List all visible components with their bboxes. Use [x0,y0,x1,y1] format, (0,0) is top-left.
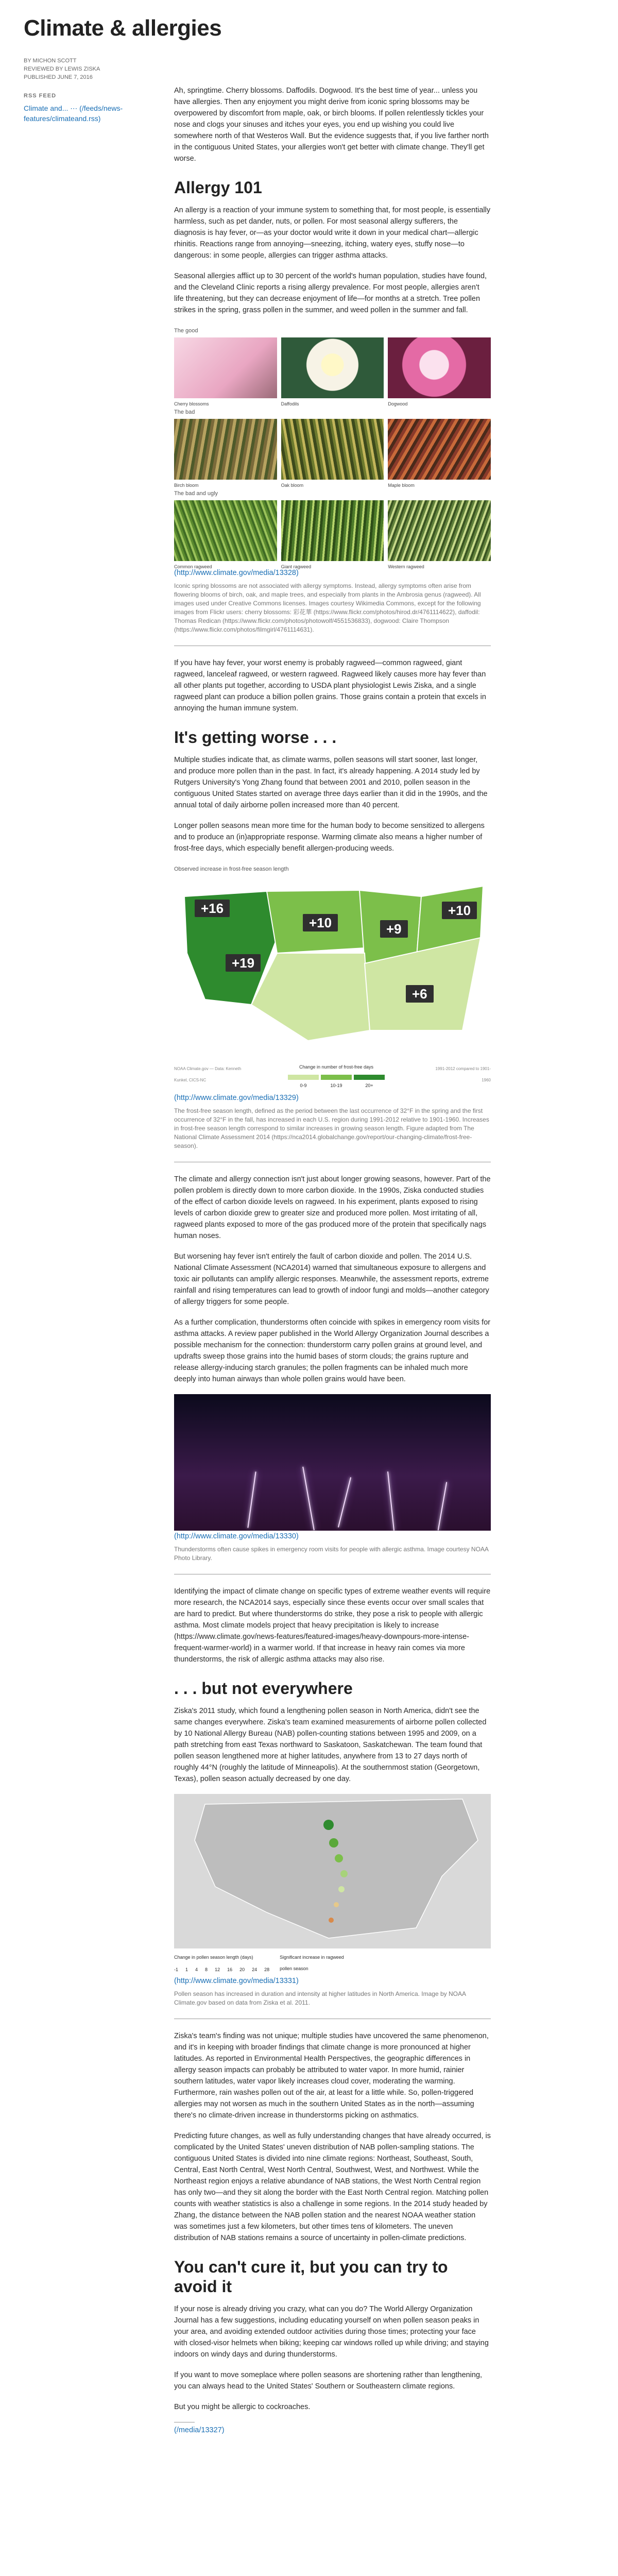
map-legend [277,1061,396,1091]
region-southwest [251,953,370,1041]
station-marker [323,1820,334,1830]
author: BY MICHON SCOTT [24,58,77,64]
pollen-season-map [174,1794,491,1948]
legend-label: 28 [264,1967,270,1972]
media-link[interactable]: (/media/13327) [174,2426,225,2434]
photo-label: Daffodils [281,401,299,406]
photo-common-ragweed [174,500,277,561]
paragraph: Ziska's team's finding was not unique; multiple studies have uncovered the same phenomenon, and it's in keeping with broader findings that climate change is more pronounced at higher latitudes. As reported in Environmental Health Perspectives, the geographic differences in allergy season impacts can probably be attributed to water vapor. In more humid, rainier southern latitudes, water vapor likely increases cloud cover, moderating the warming. Furthermore, rain washes pollen out of the air, at least for a little while. So, pollen-triggered allergies may not worsen as much in the southern United States as in the north—assuming there's no climate-driven increase in thunderstorms picking on asthmatics. [174,2032,489,2120]
page-title: Climate & allergies [24,15,222,41]
legend-label: 20+ [365,1083,373,1088]
map-label: +10 [442,902,477,919]
figure-caption: Iconic spring blossoms are not associated with allergy symptoms. Instead, allergy symptoms often arise from flowering blooms of birch, oak, and maple trees, and especially from plants in the Ambrosia genus (ragweed). All images used under Creative Commons licenses. Images courtesy Wikimedia Commons, except for the following images from Flickr users: cherry blossoms: 彩花華 (https://www.flickr.com/photos/hirod.dr/4761114622), daffodil: Thomas Redican (https://www.flickr.com/photos/photowolf/4551536833), dogwood: Claire Thompson (https://www.flickr.com/photos/filmgirl/4761114631). [174,582,481,633]
north-america-map [174,1794,491,1948]
photo-label: Common ragweed [174,564,212,569]
paragraph: Multiple studies indicate that, as climate warms, pollen seasons will start sooner, last longer, and produce more pollen than in the past. In fact, it's already happening. A 2014 study led by Rutgers University's Yong Zhang found that between 2001 and 2010, pollen season in the contiguous United States started on average three days earlier than it did in the 1990s, and the annual total of daily airborne pollen increased more than 40 percent. [174,756,488,809]
legend-label: 8 [205,1967,208,1972]
article-body [174,85,491,2436]
media-link[interactable]: (http://www.climate.gov/media/13331) [174,1977,299,1985]
map-label: +19 [226,954,261,972]
legend-label: 16 [227,1967,233,1972]
legend-label: -1 [174,1967,179,1972]
legend-swatch [288,1075,319,1080]
pollen-gallery [174,325,491,634]
station-marker [338,1886,345,1892]
photo-cherry-blossoms [174,337,277,398]
thunderstorm-photo [174,1394,491,1531]
map-label: +6 [406,985,434,1003]
photo-label: Giant ragweed [281,564,312,569]
rss-label: RSS FEED [24,93,57,99]
map-label: +16 [195,900,230,917]
pollen-season-map-figure [174,1794,491,2007]
legend-label: 1 [185,1967,188,1972]
photo-label: Birch bloom [174,483,199,488]
paragraph: Longer pollen seasons mean more time for the human body to become sensitized to allergens and to produce an (in)appropriate response. Warming climate also means a higher number of frost-free days, which especially benefit allergen-producing weeds. [174,822,485,853]
thunderstorm-figure [174,1394,491,1563]
legend-swatch [354,1075,385,1080]
heading-not-everywhere: . . . but not everywhere [174,1679,353,1698]
photo-daffodils [281,337,384,398]
photo-western-ragweed [388,500,491,561]
reviewer: REVIEWED BY LEWIS ZISKA [24,66,100,72]
legend-title: Change in pollen season length (days) [174,1955,253,1960]
map-label: +10 [303,914,338,931]
legend-note: Significant increase in ragweed pollen season [280,1955,344,1971]
photo-label: Maple bloom [388,483,415,488]
rss-link[interactable]: Climate and... ⋯ (/feeds/news-features/climateand.rss) [24,104,123,123]
paragraph: Ziska's 2011 study, which found a lengthening pollen season in North America, didn't see the same changes everywhere. Ziska's team examined measurements of airborne pollen collected by 10 National Allergy Bureau (NAB) pollen-counting stations between 1995 and 2009, on a path stretching from east Texas northward to Saskatoon, Saskatchewan. The team found that pollen season lengthened more at higher latitudes, anywhere from 13 to 27 days north of roughly 44°N (roughly the latitude of Minneapolis). At the southernmost station (Georgetown, Texas), pollen season actually decreased by one day. [174,1707,487,1783]
media-link[interactable]: (http://www.climate.gov/media/13330) [174,1532,299,1540]
station-marker [329,1918,334,1923]
gallery-group-label: The bad and ugly [174,490,218,497]
map-period: 1991-2012 compared to 1901-1960 [435,1066,491,1082]
lightning-bolt [338,1477,351,1528]
map-label: +9 [380,920,408,938]
photo-label: Oak bloom [281,483,304,488]
station-marker [334,1902,339,1907]
paragraph: An allergy is a reaction of your immune system to something that, for most people, is essentially harmless, such as pet dander, nuts, or pollen. For most seasonal allergy sufferers, the diagnosis is hay fever, or—as your doctor would write it down in your medical chart—allergic rhinitis. Reactions range from annoying—sneezing, itching, watery eyes, stuffy nose—to dangerous: in some people, allergies can trigger asthma attacks. [174,206,491,260]
paragraph: But worsening hay fever isn't entirely the fault of carbon dioxide and pollen. The 2014 U.S. National Climate Assessment (NCA2014) warned that simultaneous exposure to allergens and toxic air pollutants can amplify allergic responses. Meanwhile, the assessment reports, extreme rainfall and rising temperatures can lead to growth of indoor fungi and molds—another category of allergy triggers for some people. [174,1252,489,1306]
lightning-bolt [387,1471,394,1531]
heading-cant-cure: You can't cure it, but you can try to avoid it [174,2258,448,2296]
map-credit: NOAA Climate.gov — Data: Kenneth Kunkel, CICS-NC [174,1066,242,1082]
legend-label: 20 [239,1967,245,1972]
legend-label: 0-9 [300,1083,307,1088]
heading-allergy-101: Allergy 101 [174,178,262,197]
photo-label: Western ragweed [388,564,424,569]
figure-caption: Pollen season has increased in duration and intensity at higher latitudes in North America. Image by NOAA Climate.gov based on data from Ziska et al. 2011. [174,1990,466,2006]
legend-label: 12 [215,1967,220,1972]
paragraph: If your nose is already driving you crazy, what can you do? The World Allergy Organization Journal has a few suggestions, including educating yourself on when pollen season peaks in your area, and avoiding extended outdoor activities during those times; protecting your face with closed-visor helmets when biking; keeping car windows rolled up while driving; and staying indoors on windy days and during thunderstorms. [174,2305,489,2359]
photo-birch-bloom [174,419,277,480]
article-meta [24,57,100,81]
paragraph: If you have hay fever, your worst enemy is probably ragweed—common ragweed, giant ragweed, lanceleaf ragweed, or western ragweed. Ragweed likely causes more hay fever than all other plants put together, according to USDA plant physiologist Lewis Ziska, and a single ragweed plant can produce a billion pollen grains. Those grains contain a protein that excels in annoying the human immune system. [174,659,486,713]
heading-getting-worse: It's getting worse . . . [174,728,337,747]
frost-free-map [174,876,491,1092]
lightning-bolt [247,1471,256,1528]
paragraph: Predicting future changes, as well as fully understanding changes that have already occurred, is complicated by the United States' uneven distribution of NAB pollen-sampling stations. The contiguous United States is divided into nine climate regions: Northeast, Southeast, South, Central, East North Central, West North Central, Southwest, West, and Northwest. While the Northeast region enjoys a relative abundance of NAB stations, the West North Central region has only two—and they sit along the border with the East North Central region. Matching pollen counts with weather statistics is also a challenge in some regions. In the 2014 study headed by Zhang, the distance between the NAB pollen station and the nearest NOAA weather station was sometimes just a few kilometers, but other times tens of kilometers. The uneven distribution of NAB stations remains a source of uncertainty in pollen-climate predictions. [174,2132,491,2242]
gallery-group-label: The good [174,328,198,334]
figure-caption: The frost-free season length, defined as the period between the last occurrence of 32°F in the spring and the first occurrence of 32°F in the fall, has increased in each U.S. region during 1991-2012 relative to 1901-1960. Increases in frost-free season length correspond to similar increases in growing season length. Figure adapted from The National Climate Assessment 2014 (https://nca2014.globalchange.gov/report/our-changing-climate/frost-free-season). [174,1107,489,1149]
paragraph: But you might be allergic to cockroaches. [174,2403,311,2411]
station-marker [329,1838,338,1848]
paragraph: Seasonal allergies afflict up to 30 percent of the world's human population, studies have found, and the Cleveland Clinic reports a rising allergy prevalence. For most people, allergies aren't life threatening, but they can decrease enjoyment of life—for months at a stretch. Tree pollen strikes in the spring, grass pollen in the summer, and weed pollen in the summer and fall. [174,272,487,314]
frost-free-map-figure [174,863,491,1150]
paragraph: Identifying the impact of climate change on specific types of extreme weather events will require more research, the NCA2014 says, especially since these events occur over small scales that are hard to predict. But where thunderstorms do strike, they pose a risk to people with allergic asthma. Most climate models project that heavy precipitation is likely to increase (https://www.climate.gov/news-features/featured-images/heavy-downpours-more-intense-frequent-warmer-world) in a warmer world. If that increase in heavy rain comes via more thunderstorms, the risk of allergic asthma attacks may also rise. [174,1587,491,1664]
map-title: Observed increase in frost-free season length [174,866,289,872]
land-mass [195,1799,478,1938]
pollen-legend [174,1952,491,1975]
photo-maple-bloom [388,419,491,480]
paragraph: As a further complication, thunderstorms often coincide with spikes in emergency room visits for asthma attacks. A review paper published in the World Allergy Organization Journal describes a possible mechanism for the connection: thunderstorm carry pollen grains at ground level, and updrafts sweep those grains into the humid bases of storm clouds; the grains rupture and release allergy-inducing starch granules; the pollen fragments can be inhaled much more deeply into human airways than whole pollen grains would have been. [174,1318,491,1383]
station-marker [340,1870,348,1877]
legend-label: 10-19 [330,1083,342,1088]
rss-feed [24,93,152,124]
media-link[interactable]: (http://www.climate.gov/media/13328) [174,569,299,577]
lightning-bolt [302,1467,315,1530]
photo-giant-ragweed [281,500,384,561]
photo-label: Cherry blossoms [174,401,209,406]
published-date: PUBLISHED JUNE 7, 2016 [24,74,93,80]
lightning-bolt [438,1482,447,1531]
photo-label: Dogwood [388,401,408,406]
photo-oak-bloom [281,419,384,480]
paragraph: The climate and allergy connection isn't just about longer growing seasons, however. Part of the pollen problem is directly down to more carbon dioxide. In the 1990s, Ziska conducted studies of the effect of carbon dioxide levels on ragweed. In his experiment, plants exposed to rising levels of carbon dioxide grew to greater size and produced more pollen. Most irritating of all, ragweed plants exposed to more of the gas produced more of the protein that specifically nags human noses. [174,1175,491,1240]
media-link[interactable]: (http://www.climate.gov/media/13329) [174,1094,299,1102]
figure-caption: Thunderstorms often cause spikes in emergency room visits for people with allergic asthma. Image courtesy NOAA Photo Library. [174,1546,489,1562]
photo-dogwood [388,337,491,398]
intro-paragraph: Ah, springtime. Cherry blossoms. Daffodils. Dogwood. It's the best time of year... unless you have allergies. Then any enjoyment you might derive from iconic spring blossoms may be overpowered by discomfort from maple, oak, or birch blooms. If pollen relentlessly tickles your nose and clogs your sinuses and itches your eyes, you end up wishing you could live somewhere north of that Westeros Wall. But the evidence suggests that, if you live farther north in the contiguous United States, your allergies won't get better with climate change. They'll get worse. [174,87,489,163]
legend-swatch [321,1075,352,1080]
legend-label: 4 [195,1967,198,1972]
paragraph: If you want to move someplace where pollen seasons are shortening rather than lengthening, you can always head to the United States' Southern or Southeastern climate regions. [174,2371,483,2391]
gallery-group-label: The bad [174,409,195,415]
legend-label: 24 [252,1967,258,1972]
legend-title: Change in number of frost-free days [299,1064,374,1070]
station-marker [335,1854,343,1862]
